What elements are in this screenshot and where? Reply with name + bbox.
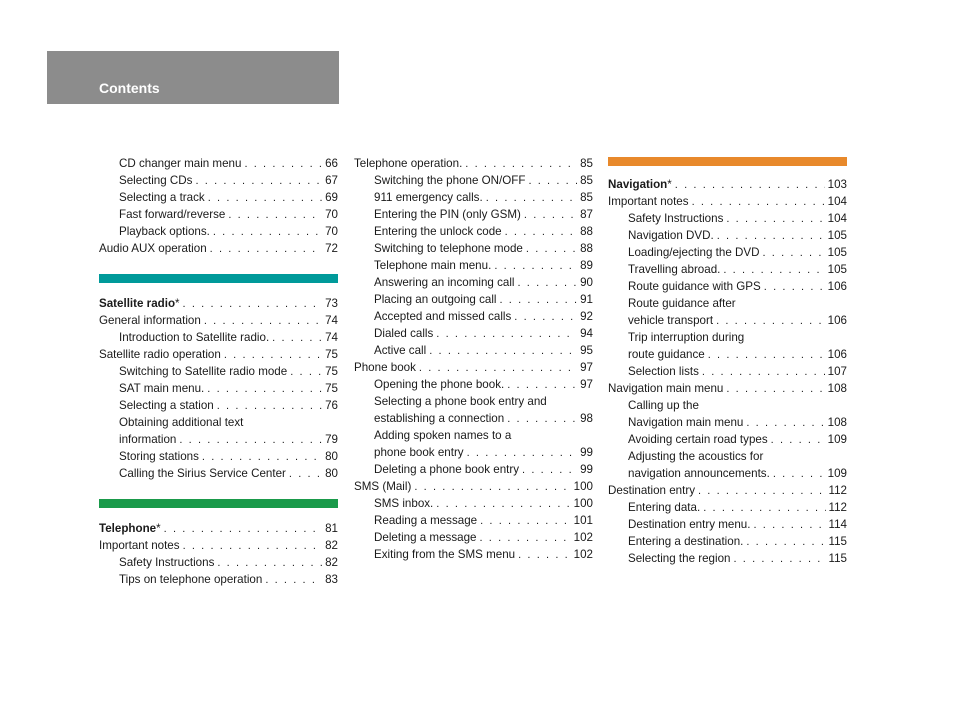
toc-entry[interactable]: Navigation main menu . . . 108 (608, 414, 847, 431)
toc-entry[interactable]: phone book entry . . . 99 (354, 444, 593, 461)
toc-entry[interactable]: Calling the Sirius Service Center . . . 80 (99, 465, 338, 482)
toc-entry[interactable]: Dialed calls . . . 94 (354, 325, 593, 342)
page-title: Contents (99, 80, 160, 96)
telephone-section-bar (99, 499, 338, 508)
toc-entry[interactable]: Avoiding certain road types . . . 109 (608, 431, 847, 448)
toc-entry[interactable]: Safety Instructions . . . 82 (99, 554, 338, 571)
toc-entry[interactable]: Fast forward/reverse . . . 70 (99, 206, 338, 223)
toc-entry[interactable]: SAT main menu. . . . 75 (99, 380, 338, 397)
toc-entry[interactable]: Switching the phone ON/OFF . . . 85 (354, 172, 593, 189)
toc-column-1 (99, 155, 338, 588)
toc-entry[interactable]: Phone book . . . 97 (354, 359, 593, 376)
toc-entry[interactable]: route guidance . . . 106 (608, 346, 847, 363)
toc-entry[interactable]: Important notes . . . 104 (608, 193, 847, 210)
toc-entry[interactable]: navigation announcements. . . . 109 (608, 465, 847, 482)
toc-entry[interactable]: CD changer main menu . . . 66 (99, 155, 338, 172)
toc-entry[interactable]: Selecting a track . . . 69 (99, 189, 338, 206)
toc-entry[interactable]: Switching to Satellite radio mode . . . 75 (99, 363, 338, 380)
toc-entry[interactable]: Placing an outgoing call . . . 91 (354, 291, 593, 308)
toc-entry[interactable]: Entering the unlock code . . . 88 (354, 223, 593, 240)
toc-section-heading[interactable]: Satellite radio* . . . 73 (99, 295, 338, 312)
toc-entry[interactable]: Selecting CDs . . . 67 (99, 172, 338, 189)
toc-entry[interactable]: Entering a destination. . . . 115 (608, 533, 847, 550)
toc-entry[interactable]: vehicle transport . . . 106 (608, 312, 847, 329)
toc-entry-continued: Obtaining additional text (119, 416, 244, 429)
toc-entry[interactable]: Telephone main menu. . . . 89 (354, 257, 593, 274)
toc-entry[interactable]: Safety Instructions . . . 104 (608, 210, 847, 227)
toc-entry-continued: Calling up the (628, 399, 699, 412)
toc-column-3 (608, 155, 847, 567)
toc-entry[interactable]: Accepted and missed calls . . . 92 (354, 308, 593, 325)
toc-entry[interactable]: General information . . . 74 (99, 312, 338, 329)
satellite-section-bar (99, 274, 338, 283)
toc-entry[interactable]: Navigation DVD. . . . 105 (608, 227, 847, 244)
toc-entry[interactable]: Exiting from the SMS menu . . . 102 (354, 546, 593, 563)
toc-entry[interactable]: Playback options. . . . 70 (99, 223, 338, 240)
toc-entry[interactable]: Deleting a phone book entry . . . 99 (354, 461, 593, 478)
toc-entry[interactable]: Active call . . . 95 (354, 342, 593, 359)
toc-entry[interactable]: Satellite radio operation . . . 75 (99, 346, 338, 363)
toc-entry[interactable]: Answering an incoming call . . . 90 (354, 274, 593, 291)
toc-entry[interactable]: Navigation main menu . . . 108 (608, 380, 847, 397)
toc-entry[interactable]: Storing stations . . . 80 (99, 448, 338, 465)
toc-entry[interactable]: Route guidance with GPS . . . 106 (608, 278, 847, 295)
toc-entry-continued: Route guidance after (628, 297, 736, 310)
toc-entry[interactable]: Important notes . . . 82 (99, 537, 338, 554)
toc-entry[interactable]: Selecting the region . . . 115 (608, 550, 847, 567)
toc-section-heading[interactable]: Navigation* . . . 103 (608, 176, 847, 193)
toc-entry[interactable]: Destination entry . . . 112 (608, 482, 847, 499)
toc-entry[interactable]: SMS inbox. . . . 100 (354, 495, 593, 512)
toc-section-heading[interactable]: Telephone* . . . 81 (99, 520, 338, 537)
toc-entry[interactable]: Switching to telephone mode . . . 88 (354, 240, 593, 257)
toc-entry[interactable]: Introduction to Satellite radio. . . . 74 (99, 329, 338, 346)
toc-entry[interactable]: Entering the PIN (only GSM) . . . 87 (354, 206, 593, 223)
toc-entry-continued: Adjusting the acoustics for (628, 450, 764, 463)
toc-entry[interactable]: Tips on telephone operation . . . 83 (99, 571, 338, 588)
toc-entry[interactable]: Reading a message . . . 101 (354, 512, 593, 529)
toc-entry[interactable]: establishing a connection . . . 98 (354, 410, 593, 427)
toc-entry[interactable]: Telephone operation. . . . 85 (354, 155, 593, 172)
toc-entry[interactable]: Audio AUX operation . . . 72 (99, 240, 338, 257)
header-tab (47, 51, 339, 104)
toc-column-2 (354, 155, 593, 563)
toc-entry[interactable]: Selecting a station . . . 76 (99, 397, 338, 414)
toc-entry-continued: Adding spoken names to a (374, 429, 512, 442)
toc-entry[interactable]: Entering data. . . . 112 (608, 499, 847, 516)
toc-entry[interactable]: SMS (Mail) . . . 100 (354, 478, 593, 495)
toc-entry-continued: Trip interruption during (628, 331, 745, 344)
toc-entry[interactable]: Travelling abroad. . . . 105 (608, 261, 847, 278)
toc-entry-continued: Selecting a phone book entry and (374, 395, 547, 408)
toc-entry[interactable]: Loading/ejecting the DVD . . . 105 (608, 244, 847, 261)
toc-entry[interactable]: Deleting a message . . . 102 (354, 529, 593, 546)
navigation-section-bar (608, 157, 847, 166)
toc-entry[interactable]: information . . . 79 (99, 431, 338, 448)
toc-entry[interactable]: Opening the phone book. . . . 97 (354, 376, 593, 393)
toc-entry[interactable]: Selection lists . . . 107 (608, 363, 847, 380)
toc-entry[interactable]: Destination entry menu. . . . 114 (608, 516, 847, 533)
toc-entry[interactable]: 911 emergency calls. . . . 85 (354, 189, 593, 206)
